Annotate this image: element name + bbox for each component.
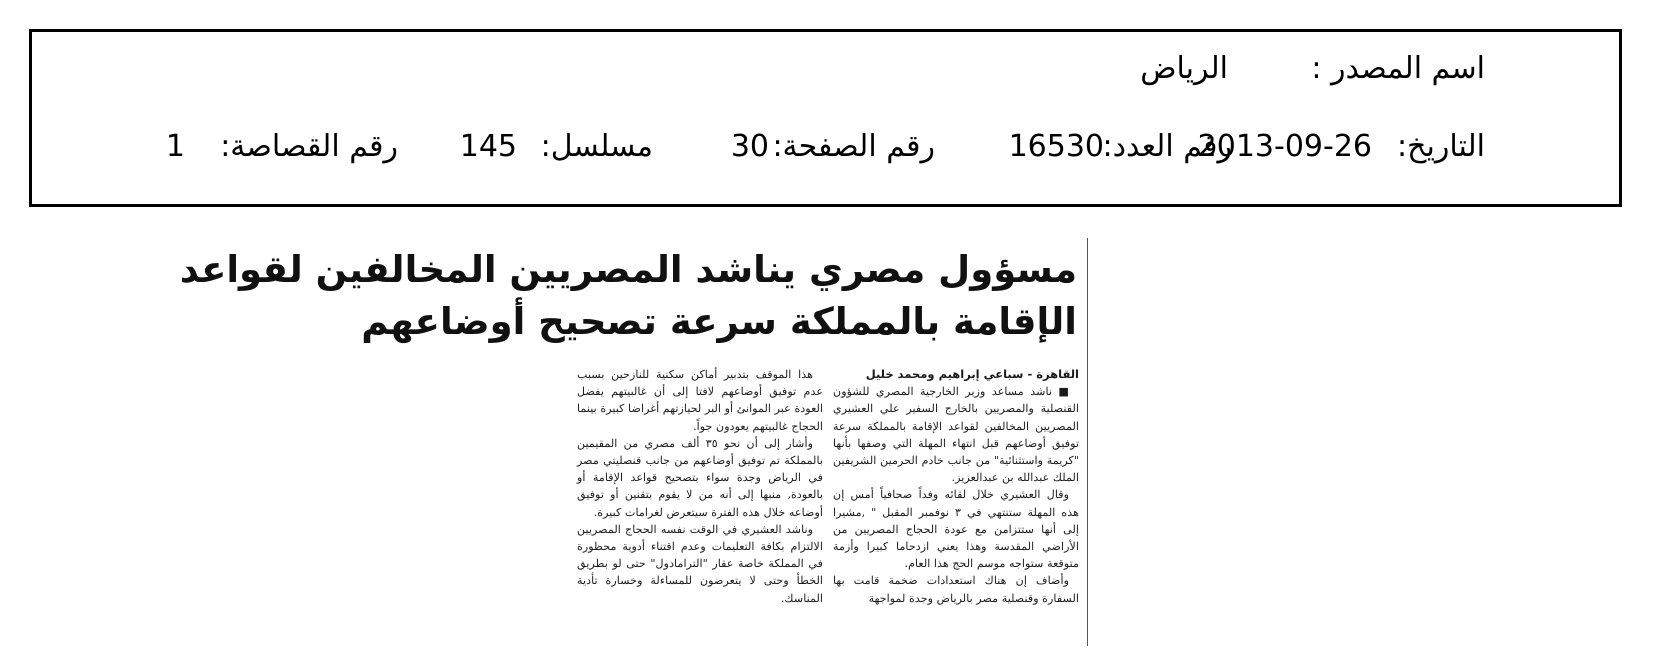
headline-line-1: مسؤول مصري يناشد المصريين المخالفين لقواعد	[179, 248, 1077, 291]
source-label: اسم المصدر :	[1311, 51, 1485, 86]
article-column-left	[577, 366, 823, 646]
source-value: الرياض	[1140, 51, 1228, 86]
paragraph: وناشد العشيري في الوقت نفسه الحجاج المصريين الالتزام بكافة التعليمات وعدم اقتناء أدوية محظورة في المملكة خاصة عقار "الترامادول" حتى لو بطريق الخطأ وحتى لا يتعرضون للمساءلة وخسارة تأدية المناسك.	[577, 522, 823, 605]
paragraph: هذا الموقف بتدبير أماكن سكنية للنازحين بسبب عدم توفيق أوضاعهم لافتا إلى أن غالبيتهم يفضل العودة عبر الموانئ أو البر لحيازتهم أغراضا كبيرة بينما الحجاج غالبيتهم يعودون جواً.	[577, 368, 823, 433]
page-value: 30	[730, 129, 769, 164]
serial-label: مسلسل:	[540, 129, 653, 164]
article-column-right	[833, 366, 1079, 646]
issue-value: 16530	[1008, 129, 1104, 164]
article-byline: القاهرة - سباعي إبراهيم ومحمد خليل	[865, 367, 1079, 381]
clip-number-value: 1	[165, 129, 185, 164]
paragraph: ■ ناشد مساعد وزير الخارجية المصري للشؤون القنصلية والمصريين بالخارج السفير علي العشيري المصريين المخالفين لقواعد الإقامة بالمملكة سرعة توفيق أوضاعهم قبل انتهاء المهلة التي وصفها بأنها "كريمة واستثنائية" من جانب خادم الحرمين الشريفين الملك عبدالله بن عبدالعزيز.	[833, 385, 1079, 485]
date-label: التاريخ:	[1397, 129, 1485, 164]
serial-value: 145	[459, 129, 517, 164]
newspaper-clipping	[179, 238, 1091, 648]
paragraph: وأضاف إن هناك استعدادات ضخمة قامت بها السفارة وقنصلية مصر بالرياض وجدة لمواجهة	[833, 574, 1079, 605]
headline-line-2: الإقامة بالمملكة سرعة تصحيح أوضاعهم	[361, 300, 1077, 343]
clip-number-label: رقم القصاصة:	[220, 129, 398, 164]
paragraph: وأشار إلى أن نحو ٣٥ ألف مصري من المقيمين بالمملكة تم توفيق أوضاعهم من جانب قنصليتي مصر في الرياض وجدة سواء بتصحيح قواعد الإقامة أو بالعودة, منبها إلى أنه من لا يقوم بتقنين أو توفيق أوضاعه خلال هذه الفترة سيتعرض لغرامات كبيرة.	[577, 436, 823, 519]
page-label: رقم الصفحة:	[772, 129, 935, 164]
paragraph: وقال العشيري خلال لقائه وفداً صحافياً أمس إن هذه المهلة ستنتهي في ٣ نوفمبر المقبل " ,مشيرا إلى أنها ستتزامن مع عودة الحجاج المصريين من الأراضي المقدسة وهذا يعني ازدحاما كبيرا وأزمة متوقعة ستواجه موسم الحج هذا العام.	[833, 488, 1079, 571]
issue-label: رقم العدد:	[1102, 129, 1232, 164]
date-value: 2013-09-26	[1197, 129, 1372, 164]
